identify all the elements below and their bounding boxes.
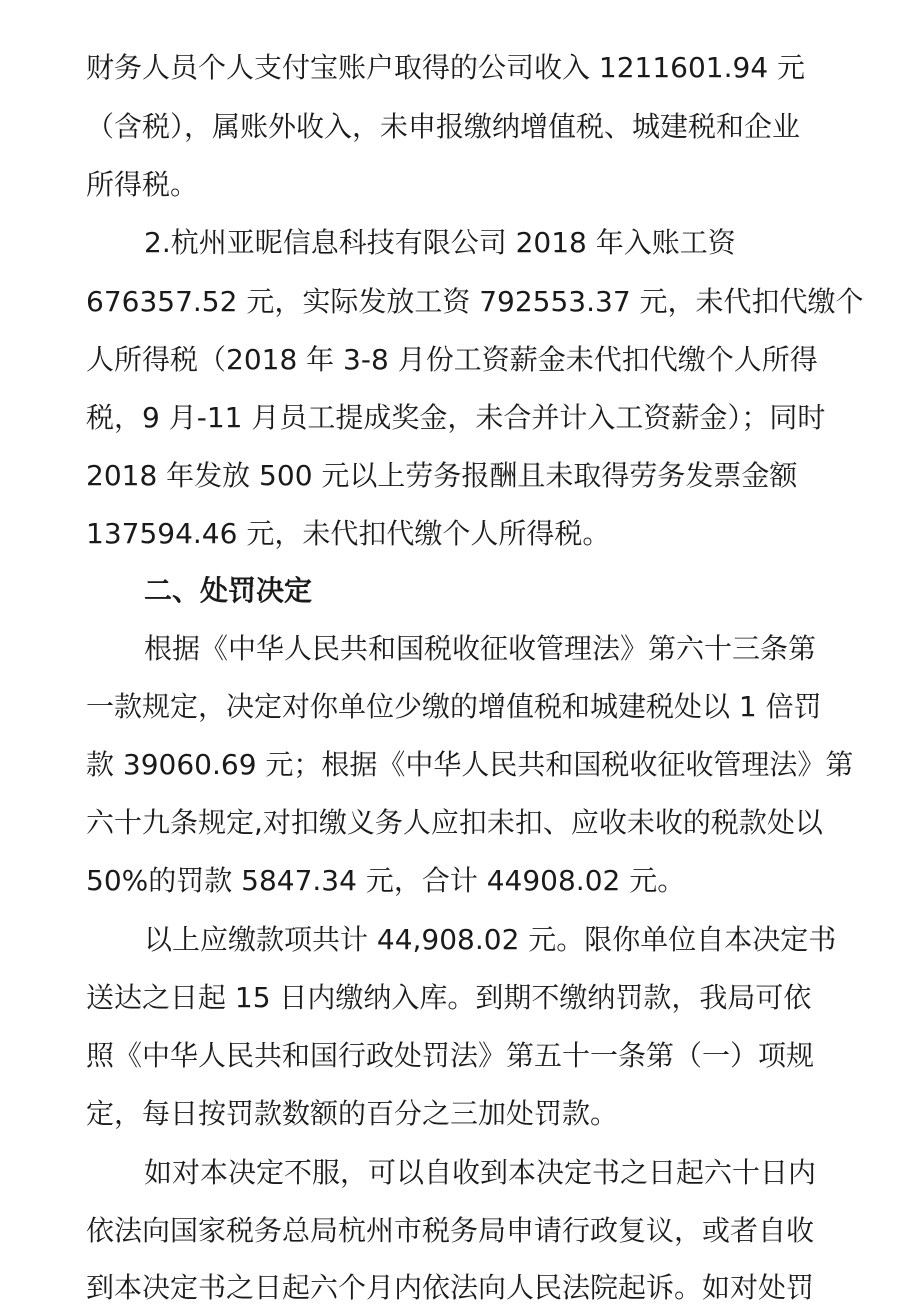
text-line: 2018 年发放 500 元以上劳务报酬且未取得劳务发票金额	[86, 459, 798, 492]
text-line: 定，每日按罚款数额的百分之三加处罚款。	[86, 1097, 619, 1130]
text-line: 人所得税（2018 年 3-8 月份工资薪金未代扣代缴个人所得	[86, 343, 818, 376]
paragraph-start: 2.杭州亚昵信息科技有限公司 2018 年入账工资	[144, 226, 736, 259]
text-line: 六十九条规定,对扣缴义务人应扣未扣、应收未收的税款处以	[86, 806, 823, 839]
text-line: 照《中华人民共和国行政处罚法》第五十一条第（一）项规	[86, 1039, 815, 1072]
text-line: 137594.46 元，未代扣代缴个人所得税。	[86, 517, 611, 550]
text-line: 财务人员个人支付宝账户取得的公司收入 1211601.94 元	[86, 51, 806, 84]
section-heading: 二、处罚决定	[144, 574, 313, 607]
text-line: （含税），属账外收入，未申报缴纳增值税、城建税和企业	[86, 110, 801, 143]
text-line: 送达之日起 15 日内缴纳入库。到期不缴纳罚款，我局可依	[86, 981, 812, 1014]
text-line: 税，9 月-11 月员工提成奖金，未合并计入工资薪金）；同时	[86, 401, 826, 434]
paragraph-start: 以上应缴款项共计 44,908.02 元。限你单位自本决定书	[144, 923, 837, 956]
text-line: 依法向国家税务总局杭州市税务局申请行政复议，或者自收	[86, 1214, 815, 1247]
paragraph-start: 如对本决定不服，可以自收到本决定书之日起六十日内	[144, 1156, 817, 1189]
text-line: 一款规定，决定对你单位少缴的增值税和城建税处以 1 倍罚	[86, 690, 822, 723]
text-line: 所得税。	[86, 168, 199, 201]
text-line: 676357.52 元，实际发放工资 792553.37 元，未代扣代缴个	[86, 285, 864, 318]
text-line: 50%的罚款 5847.34 元，合计 44908.02 元。	[86, 864, 686, 897]
text-line: 款 39060.69 元；根据《中华人民共和国税收征收管理法》第	[86, 748, 854, 781]
paragraph-start: 根据《中华人民共和国税收征收管理法》第六十三条第	[144, 632, 817, 665]
text-line: 到本决定书之日起六个月内依法向人民法院起诉。如对处罚	[86, 1271, 815, 1304]
